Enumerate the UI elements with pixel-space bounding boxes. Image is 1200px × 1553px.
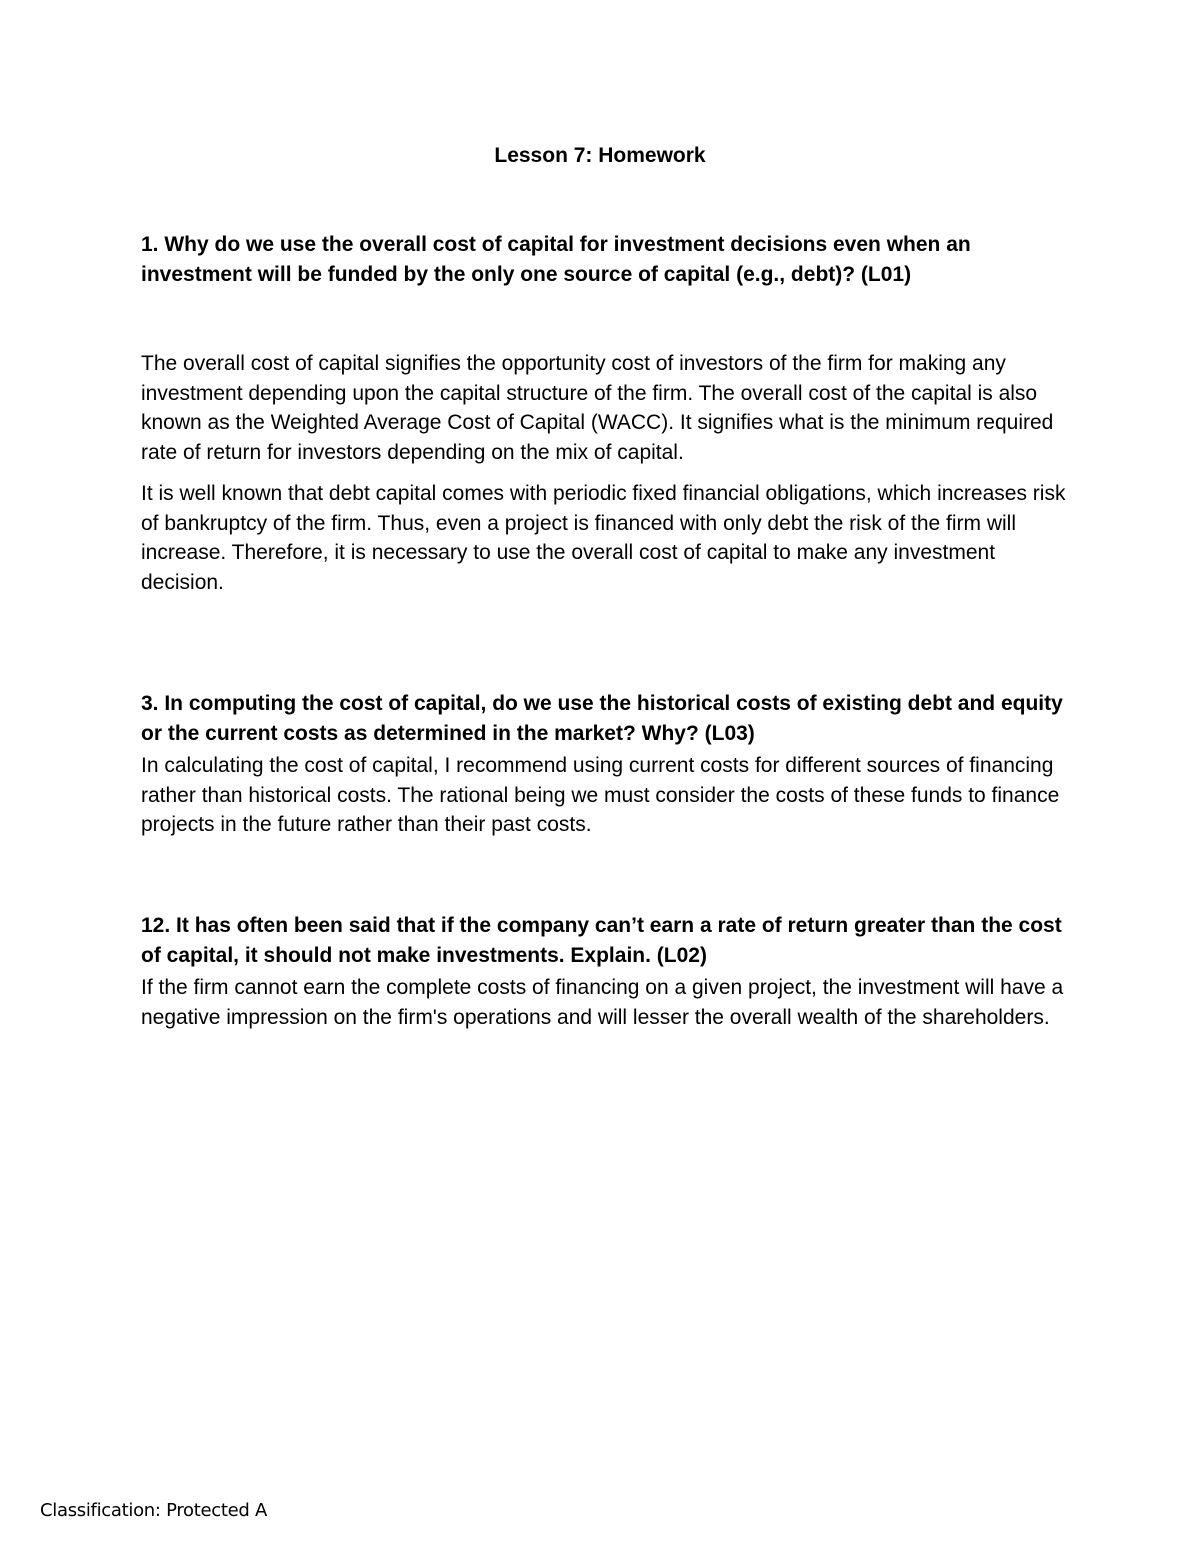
question-section-1: [141, 230, 1066, 597]
answer-3-paragraph-1: In calculating the cost of capital, I recommend using current costs for different sources of financing rather than historical costs. The rational being we must consider the costs of these funds to finance projects in the future rather than their past costs.: [141, 754, 1060, 836]
question-1: 1. Why do we use the overall cost of capital for investment decisions even when an investment will be funded by the only one source of capital (e.g., debt)? (L01): [141, 233, 971, 286]
question-3: 3. In computing the cost of capital, do we use the historical costs of existing debt and equity or the current costs as determined in the market? Why? (L03): [141, 692, 1063, 745]
question-12: 12. It has often been said that if the company can’t earn a rate of return greater than the cost of capital, it should not make investments. Explain. (L02): [141, 914, 1062, 967]
answer-1-paragraph-2: It is well known that debt capital comes with periodic fixed financial obligations, which increases risk of bankruptcy of the firm. Thus, even a project is financed with only debt the risk of the firm will increase. Therefore, it is necessary to use the overall cost of capital to make any investment decision.: [141, 482, 1066, 594]
answer-12-paragraph-1: If the firm cannot earn the complete costs of financing on a given project, the investment will have a negative impression on the firm's operations and will lesser the overall wealth of the shareholders.: [141, 976, 1064, 1029]
answer-1-paragraph-1: The overall cost of capital signifies the opportunity cost of investors of the firm for making any investment depending upon the capital structure of the firm. The overall cost of the capital is also known as the Weighted Average Cost of Capital (WACC). It signifies what is the minimum required rate of return for investors depending on the mix of capital.: [141, 352, 1054, 464]
question-section-12: [141, 911, 1066, 1032]
classification-footer: Classification: Protected A: [40, 1500, 267, 1521]
question-section-3: [141, 689, 1066, 840]
page-title: Lesson 7: Homework: [494, 144, 706, 167]
